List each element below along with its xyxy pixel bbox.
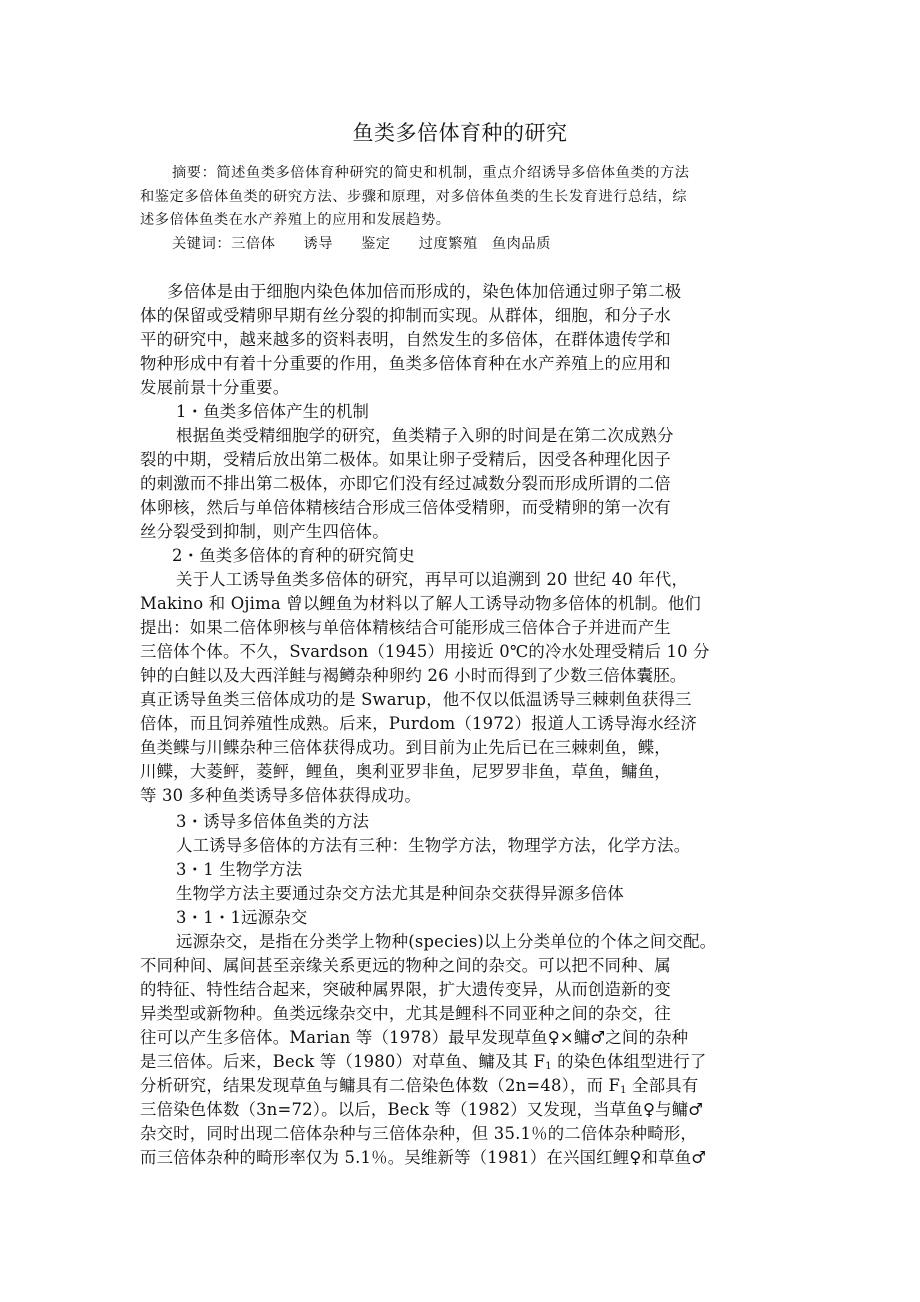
subsection-heading-3-1: 3・1 生物学方法 [176, 860, 303, 879]
text-line: 杂交时，同时出现二倍体杂种与三倍体杂种，但 35.1％的二倍体杂种畸形， [140, 1124, 698, 1143]
text-line: 钟的白鲑以及大西洋鲑与褐鳟杂种卵约 26 小时而得到了少数三倍体囊胚。 [140, 666, 687, 685]
text-line [140, 1051, 740, 1073]
text-line: 物种形成中有着十分重要的作用，鱼类多倍体育种在水产养殖上的应用和 [140, 354, 671, 373]
text-line: 往可以产生多倍体。Marian 等（1978）最早发现草鱼♀×鳙♂之间的杂种 [140, 1028, 689, 1047]
keywords-line [172, 234, 772, 254]
text-line: 发展前景十分重要。 [140, 378, 290, 397]
section-heading-3: 3・诱导多倍体鱼类的方法 [176, 812, 370, 831]
page-title: 鱼类多倍体育种的研究 [352, 121, 568, 145]
abstract-line: 和鉴定多倍体鱼类的研究方法、步骤和原理，对多倍体鱼类的生长发育进行总结，综 [140, 189, 688, 205]
subsection-heading-3-1-1: 3・1・1远源杂交 [176, 908, 308, 927]
text-line: 倍体，而且饲养殖性成熟。后来，Purdom（1972）报道人工诱导海水经济 [140, 714, 697, 733]
text-line: 体卵核，然后与单倍体精核结合形成三倍体受精卵，而受精卵的第一次有 [140, 498, 671, 517]
text-line: 提出：如果二倍体卵核与单倍体精核结合可能形成三倍体合子并进而产生 [140, 618, 671, 637]
text-line: 的特征、特性结合起来，突破种属界限，扩大遗传变异，从而创造新的变 [140, 980, 671, 999]
text-line: 异类型或新物种。鱼类远缘杂交中，尤其是鲤科不同亚种之间的杂交，往 [140, 1004, 671, 1023]
text-line: 关于人工诱导鱼类多倍体的研究，再早可以追溯到 20 世纪 40 年代， [176, 570, 689, 589]
text-line: 川鲽，大菱鲆，菱鲆，鲤鱼，奥利亚罗非鱼，尼罗罗非鱼，草鱼，鳙鱼， [140, 762, 671, 781]
text-line: 而三倍体杂种的畸形率仅为 5.1％。吴维新等（1981）在兴国红鲤♀和草鱼♂ [140, 1148, 707, 1167]
text-line: 不同种间、属间甚至亲缘关系更远的物种之间的杂交。可以把不同种、属 [140, 956, 671, 975]
text-run: 全部具有 [626, 1076, 699, 1095]
subscript: 1 [620, 1085, 627, 1096]
abstract-line: 述多倍体鱼类在水产养殖上的应用和发展趋势。 [140, 212, 451, 228]
text-line: 鱼类鲽与川鲽杂种三倍体获得成功。到目前为止先后已在三棘刺鱼，鲽， [140, 738, 671, 757]
text-line [140, 1075, 740, 1097]
keyword: 过度繁殖 [418, 236, 478, 252]
text-run: 的染色体组型进行了 [551, 1052, 707, 1071]
text-line: 远源杂交，是指在分类学上物种(species)以上分类单位的个体之间交配。 [176, 932, 717, 951]
text-line: 等 30 多种鱼类诱导多倍体获得成功。 [140, 786, 421, 805]
subscript: 1 [545, 1061, 552, 1072]
text-run: 分析研究，结果发现草鱼与鳙具有二倍染色体数（2n=48），而 F [140, 1076, 621, 1095]
section-heading-2: 2・鱼类多倍体的育种的研究简史 [172, 546, 415, 565]
section-heading-1: 1・鱼类多倍体产生的机制 [176, 402, 370, 421]
text-line: 人工诱导多倍体的方法有三种：生物学方法，物理学方法，化学方法。 [176, 836, 691, 855]
text-line: 多倍体是由于细胞内染色体加倍而形成的，染色体加倍通过卵子第二极 [167, 282, 682, 301]
text-line: 生物学方法主要通过杂交方法尤其是种间杂交获得异源多倍体 [176, 884, 624, 903]
keyword: 三倍体 [231, 236, 276, 252]
text-line: Makino 和 Ojima 曾以鲤鱼为材料以了解人工诱导动物多倍体的机制。他们 [140, 594, 702, 613]
text-line: 的刺激而不排出第二极体，亦即它们没有经过减数分裂而形成所谓的二倍 [140, 474, 671, 493]
keyword: 鱼肉品质 [491, 236, 551, 252]
abstract-line: 摘要：简述鱼类多倍体育种研究的简史和机制，重点介绍诱导多倍体鱼类的方法 [172, 165, 690, 181]
text-line: 体的保留或受精卵早期有丝分裂的抑制而实现。从群体，细胞，和分子水 [140, 306, 671, 325]
text-line: 三倍染色体数（3n=72）。以后，Beck 等（1982）又发现，当草鱼♀与鳙♂ [140, 1100, 704, 1119]
text-line: 三倍体个体。不久，Svardson（1945）用接近 0℃的冷水处理受精后 10 分 [140, 642, 710, 661]
keyword: 鉴定 [361, 236, 391, 252]
keyword: 诱导 [303, 236, 334, 252]
text-run: 是三倍体。后来，Beck 等（1980）对草鱼、鳙及其 F [140, 1052, 546, 1071]
text-line: 真正诱导鱼类三倍体成功的是 Swarup，他不仅以低温诱导三棘刺鱼获得三 [140, 690, 692, 709]
text-line: 丝分裂受到抑制，则产生四倍体。 [140, 522, 389, 541]
keywords-label: 关键词： [172, 236, 232, 252]
text-line: 根据鱼类受精细胞学的研究，鱼类精子入卵的时间是在第二次成熟分 [176, 426, 674, 445]
text-line: 平的研究中，越来越多的资料表明，自然发生的多倍体，在群体遗传学和 [140, 330, 671, 349]
text-line: 裂的中期，受精后放出第二极体。如果让卵子受精后，因受各种理化因子 [140, 450, 671, 469]
